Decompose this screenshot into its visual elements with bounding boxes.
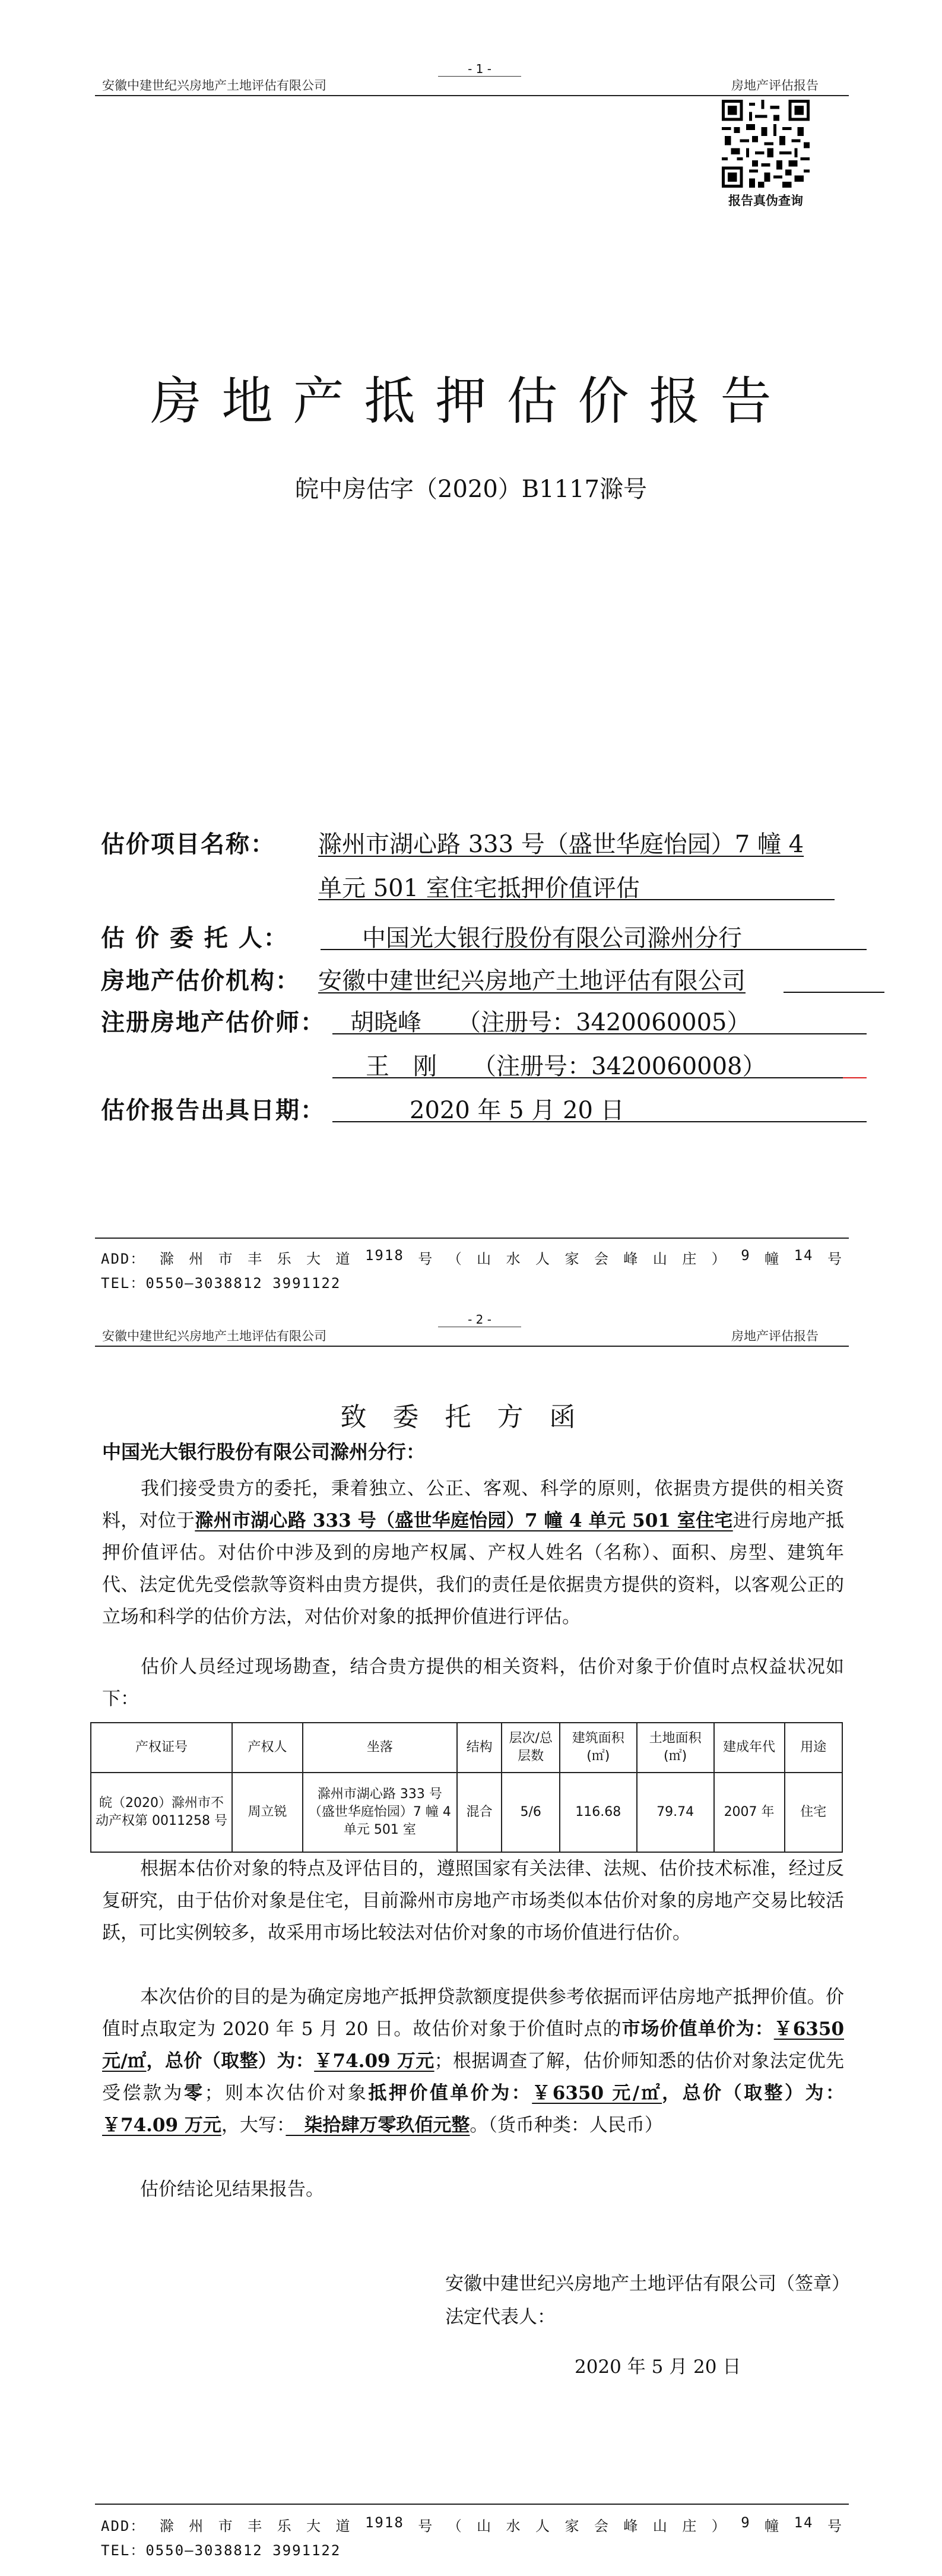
mortgage-unit-label: 抵押价值单价为： — [368, 2083, 532, 2104]
footer-address-part: 滁 — [159, 2518, 175, 2534]
footer-address-part: 家 — [564, 1251, 581, 1267]
market-total-label: ，总价（取整）为： — [146, 2050, 315, 2072]
signature-representative: 法定代表人： — [445, 2306, 556, 2328]
signature-company: 安徽中建世纪兴房地产土地评估有限公司（签章） — [445, 2273, 850, 2295]
footer-address-part: 大 — [306, 1251, 322, 1267]
appraiser-label: 注册房地产估价师： — [101, 1008, 325, 1036]
client-label: 估 价 委 托 人： — [101, 924, 288, 952]
header-company: 安徽中建世纪兴房地产土地评估有限公司 — [102, 1329, 326, 1343]
amount-in-words: 柒拾肆万零玖佰元整 — [286, 2115, 470, 2136]
footer-address-part: 庄 — [682, 1251, 698, 1267]
table-header: 产权证号 — [91, 1723, 232, 1773]
footer-address-part: 市 — [218, 2518, 234, 2534]
paragraph-text: 进行房地产抵押价值评估。对估价中涉及到的房地产权属、产权人姓名（名称）、面积、房型、建筑年代、法定优先受偿款等资料由贵方提供，我们的责任是依据贵方提供的资料，以客观公正的立场和科学的估价方法，对估价对象的抵押价值进行评估。 — [102, 1510, 845, 1628]
agency-label: 房地产估价机构： — [101, 967, 300, 995]
footer-address-part: 1918 — [364, 2514, 404, 2531]
table-header-row — [91, 1723, 842, 1773]
footer-address-part: （ — [447, 1251, 463, 1267]
footer-address-part: 山 — [477, 1251, 493, 1267]
footer-address-part: 9 — [741, 2514, 751, 2531]
letter-addressee: 中国光大银行股份有限公司滁州分行： — [102, 1441, 426, 1463]
footer-address-part: 道 — [335, 1251, 351, 1267]
footer-address-part: 号 — [418, 1251, 434, 1267]
underline — [784, 992, 884, 993]
footer-address-part: 峰 — [623, 1251, 639, 1267]
footer-address-part: 道 — [335, 2518, 351, 2534]
footer-address-part: 大 — [306, 2518, 322, 2534]
footer-address-part: 14 — [794, 1247, 814, 1264]
underline — [332, 1121, 867, 1122]
footer-tel: TEL：0550—3038812 3991122 — [101, 2542, 341, 2559]
footer-address-part: ） — [711, 1251, 727, 1267]
report-title: 房地产抵押估价报告 — [150, 372, 792, 431]
header-doc-type: 房地产评估报告 — [731, 1329, 819, 1343]
footer-address-part: 山 — [652, 1251, 668, 1267]
footer-address-part: （ — [447, 2518, 463, 2534]
footer-address — [101, 2514, 843, 2535]
underline — [332, 1033, 867, 1034]
footer-address-part: 人 — [535, 1251, 551, 1267]
agency-value: 安徽中建世纪兴房地产土地评估有限公司 — [318, 967, 746, 995]
table-cell: 住宅 — [785, 1773, 842, 1852]
table-row — [91, 1773, 842, 1852]
footer-address-part: 山 — [652, 2518, 668, 2534]
table-cell: 5/6 — [502, 1773, 559, 1852]
footer-address-part: 峰 — [623, 2518, 639, 2534]
footer-address-part: 会 — [594, 2518, 610, 2534]
paragraph-text: 根据本估价对象的特点及评估目的，遵照国家有关法律、法规、估价技术标准，经过反复研究，由于估价对象是住宅，目前滁州市房地产市场类似本估价对象的房地产交易比较活跃，可比实例较多，故采用市场比较法对估价对象的市场价值进行估价。 — [102, 1858, 844, 1944]
table-header: 建成年代 — [714, 1723, 785, 1773]
footer-tel: TEL：0550—3038812 3991122 — [101, 1275, 341, 1292]
separator: ， — [662, 2083, 683, 2104]
paragraph-text: ；则本次估价对象 — [204, 2083, 369, 2104]
cover-letter-page — [0, 1300, 942, 2576]
table-cell: 滁州市湖心路 333 号（盛世华庭怡园）7 幢 4 单元 501 室 — [303, 1773, 457, 1852]
mortgage-total-label: 总价（取整）为： — [682, 2083, 845, 2104]
table-header: 建筑面积(㎡) — [560, 1723, 637, 1773]
footer-address-part: 山 — [477, 2518, 493, 2534]
footer-address-part: 滁 — [159, 1251, 175, 1267]
table-cell: 周立锐 — [232, 1773, 303, 1852]
header-divider — [95, 95, 849, 96]
footer-address-part: 庄 — [682, 2518, 698, 2534]
footer-address-part: 号 — [827, 1251, 843, 1267]
footer-address-part: 号 — [418, 2518, 434, 2534]
mortgage-total-price: ￥74.09 万元 — [102, 2115, 221, 2136]
footer-address-part: 幢 — [765, 1251, 781, 1267]
footer-address-part: 丰 — [248, 1251, 264, 1267]
footer — [101, 1247, 843, 1292]
mortgage-unit-price: ￥6350 元/㎡ — [532, 2083, 662, 2104]
date-value: 2020 年 5 月 20 日 — [410, 1097, 624, 1124]
paragraph-text: ，大写： — [221, 2115, 286, 2136]
footer-address-part: 幢 — [765, 2518, 781, 2534]
project-name-label: 估价项目名称： — [101, 830, 275, 858]
underline — [318, 899, 835, 900]
footer-address-part: 号 — [827, 2518, 843, 2534]
paragraph-text: ；根据调查了解，估价师知悉的估价对象法定优先受偿款为 — [102, 2050, 845, 2104]
qr-caption: 报告真伪查询 — [728, 194, 803, 208]
table-cell: 混合 — [457, 1773, 502, 1852]
footer-divider — [95, 2504, 849, 2505]
footer — [101, 2514, 843, 2559]
paragraph-see-result — [102, 2173, 844, 2205]
paragraph-text: 我们接受贵方的委托，秉着独立、公正、客观、科学的原则，依据贵方提供的相关资料，对位于 — [102, 1478, 844, 1531]
footer-address-part: 14 — [794, 2514, 814, 2531]
table-header: 产权人 — [232, 1723, 303, 1773]
paragraph-intro — [102, 1473, 844, 1633]
table-cell: 皖（2020）滁州市不动产权第 0011258 号 — [91, 1773, 232, 1852]
paragraph-text: 本次估价的目的是为确定房地产抵押贷款额度提供参考依据而评估房地产抵押价值。价值时点取定为 2020 年 5 月 20 日。故估价对象于价值时点的 — [102, 1986, 844, 2040]
priority-claim-value: 零 — [183, 2083, 205, 2104]
footer-add-label: ADD： — [101, 2518, 146, 2534]
market-unit-label: 市场价值单价为： — [621, 2018, 774, 2040]
paragraph-method — [102, 1853, 844, 1949]
footer-address-part: 水 — [506, 1251, 522, 1267]
market-total-price: ￥74.09 万元 — [314, 2050, 434, 2072]
page-number: - 2 - — [438, 1312, 521, 1327]
table-header: 结构 — [457, 1723, 502, 1773]
header-doc-type: 房地产评估报告 — [731, 78, 819, 93]
table-cell: 79.74 — [637, 1773, 714, 1852]
paragraph-survey — [102, 1651, 844, 1715]
property-table — [90, 1722, 843, 1853]
footer-address-part: 水 — [506, 2518, 522, 2534]
table-header: 土地面积(㎡) — [637, 1723, 714, 1773]
market-unit-price: ￥6350 元/㎡ — [102, 2018, 845, 2072]
project-name-line1: 滁州市湖心路 333 号（盛世华庭怡园）7 幢 4 — [318, 831, 804, 858]
underline-mark — [843, 1077, 867, 1078]
property-address: 滁州市湖心路 333 号（盛世华庭怡园）7 幢 4 单元 501 室住宅 — [195, 1510, 733, 1531]
footer-address-part: 乐 — [277, 1251, 293, 1267]
footer-address-part: ） — [711, 2518, 727, 2534]
footer-address-part: 会 — [594, 1251, 610, 1267]
qr-code-icon[interactable] — [722, 100, 810, 188]
project-name-line2: 单元 501 室住宅抵押价值评估 — [318, 875, 640, 902]
report-number: 皖中房估字（2020）B1117滁号 — [295, 476, 647, 503]
footer-address-part: 9 — [741, 1247, 751, 1264]
underline — [332, 1077, 843, 1078]
footer-address — [101, 1247, 843, 1268]
footer-address-part: 市 — [218, 1251, 234, 1267]
page-number: - 1 - — [438, 62, 521, 77]
appraiser-2: 王 刚 （注册号：3420060008） — [366, 1053, 766, 1080]
paragraph-text: 。（货币种类：人民币） — [470, 2115, 663, 2136]
header-divider — [95, 1346, 849, 1347]
footer-address-part: 1918 — [364, 1247, 404, 1264]
letter-title: 致委托方函 — [340, 1402, 602, 1432]
footer-address-part: 乐 — [277, 2518, 293, 2534]
footer-address-part: 家 — [564, 2518, 581, 2534]
table-header: 用途 — [785, 1723, 842, 1773]
header-company: 安徽中建世纪兴房地产土地评估有限公司 — [102, 78, 326, 93]
table-cell: 2007 年 — [714, 1773, 785, 1852]
client-value: 中国光大银行股份有限公司滁州分行 — [362, 925, 742, 952]
table-header: 坐落 — [303, 1723, 457, 1773]
date-label: 估价报告出具日期： — [101, 1096, 325, 1124]
footer-address-part: 丰 — [248, 2518, 264, 2534]
paragraph-text: 估价结论见结果报告。 — [140, 2179, 324, 2200]
paragraph-conclusion — [102, 1981, 844, 2141]
table-cell: 116.68 — [560, 1773, 637, 1852]
table-header: 层次/总层数 — [502, 1723, 559, 1773]
underline — [321, 949, 867, 950]
footer-address-part: 人 — [535, 2518, 551, 2534]
footer-add-label: ADD： — [101, 1251, 146, 1267]
footer-address-part: 州 — [189, 2518, 205, 2534]
paragraph-text: 估价人员经过现场勘查，结合贵方提供的相关资料，估价对象于价值时点权益状况如下： — [102, 1656, 844, 1710]
footer-address-part: 州 — [189, 1251, 205, 1267]
footer-divider — [95, 1238, 849, 1239]
signature-date: 2020 年 5 月 20 日 — [575, 2356, 741, 2378]
appraiser-1: 胡晓峰 （注册号：3420060005） — [350, 1009, 751, 1036]
